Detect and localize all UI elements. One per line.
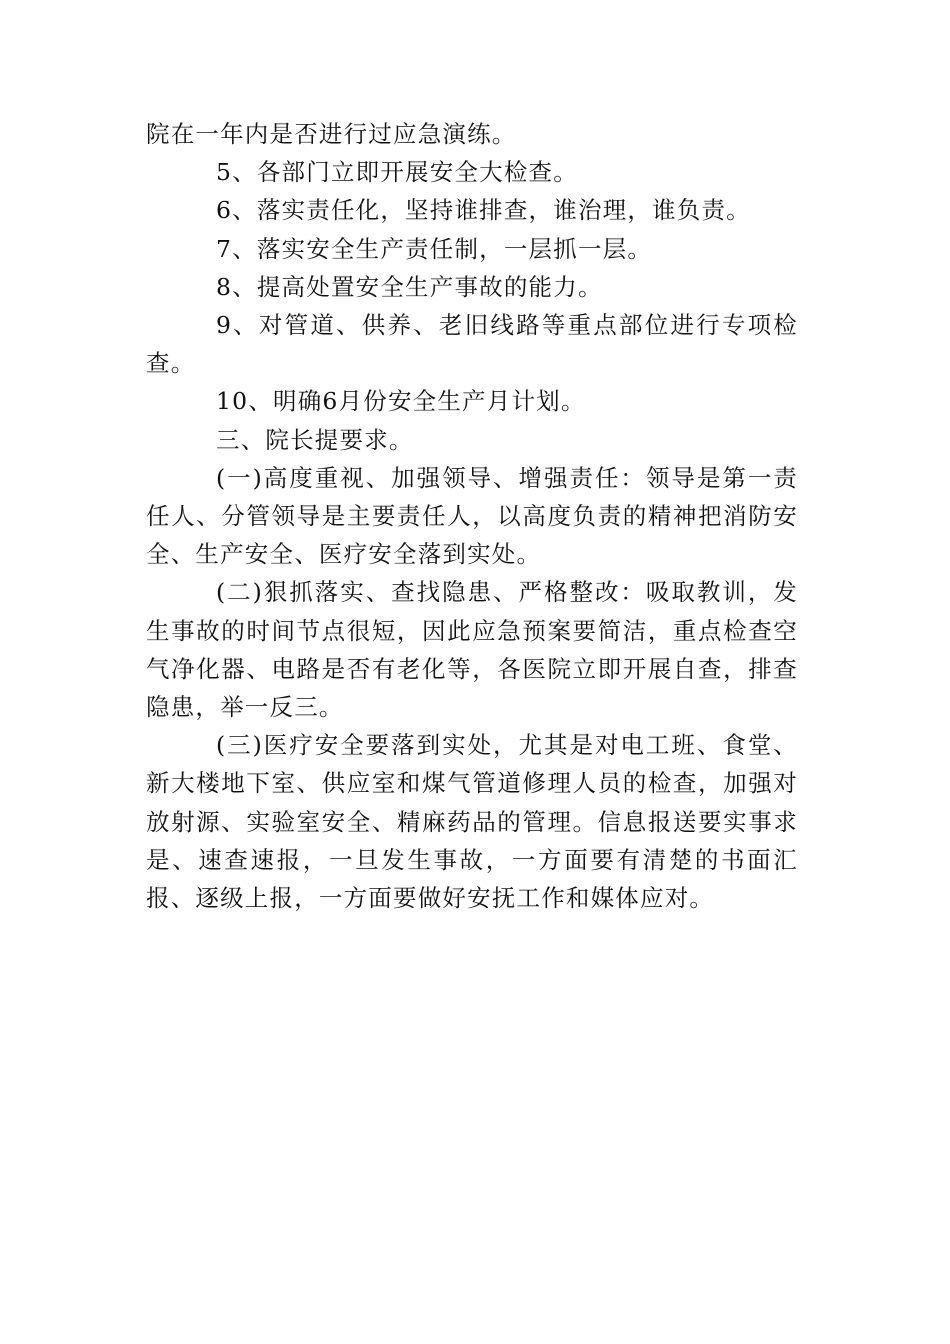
document-body [146,115,798,917]
list-item-8: 8、提高处置安全生产事故的能力。 [216,272,603,301]
list-item-5: 5、各部门立即开展安全大检查。 [216,158,578,187]
section-heading-3: 三、院长提要求。 [216,425,414,454]
requirement-2: (二)狠抓落实、查找隐患、严格整改：吸取教训，发生事故的时间节点很短，因此应急预案要简洁，重点检查空气净化器、电路是否有老化等，各医院立即开展自查，排查隐患，举一反三。 [146,578,798,722]
requirement-3: (三)医疗安全要落到实处，尤其是对电工班、食堂、新大楼地下室、供应室和煤气管道修理人员的检查，加强对放射源、实验室安全、精麻药品的管理。信息报送要实事求是、速查速报，一旦发生事故，一方面要有清楚的书面汇报、逐级上报，一方面要做好安抚工作和媒体应对。 [146,731,798,913]
list-item-7: 7、落实安全生产责任制，一层抓一层。 [216,234,653,263]
list-item-9: 9、对管道、供养、老旧线路等重点部位进行专项检查。 [146,311,798,378]
list-item-6: 6、落实责任化，坚持谁排查，谁治理，谁负责。 [216,196,751,225]
requirement-1: (一)高度重视、加强领导、增强责任：领导是第一责任人、分管领导是主要责任人，以高度负责的精神把消防安全、生产安全、医疗安全落到实处。 [146,463,798,569]
list-item-10: 10、明确6月份安全生产月计划。 [216,387,586,416]
paragraph-continuation: 院在一年内是否进行过应急演练。 [146,120,517,148]
